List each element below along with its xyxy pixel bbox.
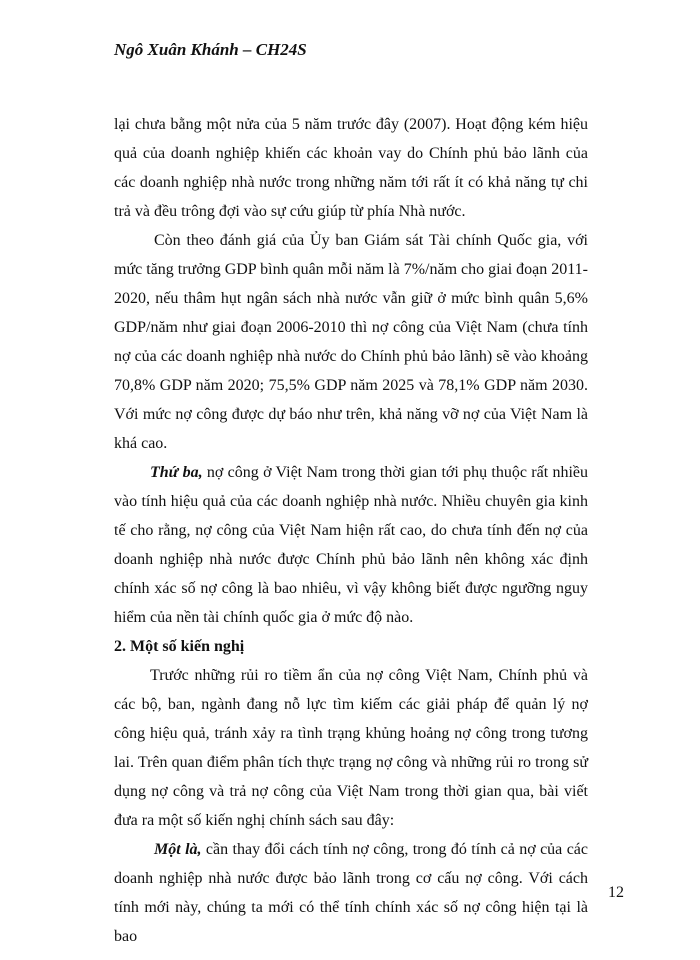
page-header: Ngô Xuân Khánh – CH24S	[114, 40, 307, 59]
paragraph-1: lại chưa bằng một nửa của 5 năm trước đây (2007). Hoạt động kém hiệu quả của doanh nghiệp khiến các khoản vay do Chính phủ bảo lãnh của các doanh nghiệp nhà nước trong những năm tới rất ít có khả năng tự chi trả và đều trông đợi vào sự cứu giúp từ phía Nhà nước.	[114, 116, 588, 220]
page-number: 12	[608, 884, 624, 901]
paragraph-4: Trước những rủi ro tiềm ẩn của nợ công Việt Nam, Chính phủ và các bộ, ban, ngành đang nỗ lực tìm kiếm các giải pháp để quản lý nợ công hiệu quả, tránh xảy ra tình trạng khủng hoảng nợ công trong tương lai. Trên quan điểm phân tích thực trạng nợ công và những rủi ro trong sử dụng nợ công và trả nợ công của Việt Nam trong thời gian qua, bài viết đưa ra một số kiến nghị chính sách sau đây:	[114, 667, 588, 829]
paragraph-5-text: cần thay đổi cách tính nợ công, trong đó tính cả nợ của các doanh nghiệp nhà nước được bảo lãnh trong cơ cấu nợ công. Với cách tính mới này, chúng ta mới có thể tính chính xác số nợ công hiện tại là bao	[114, 841, 588, 945]
paragraph-2: Còn theo đánh giá của Ủy ban Giám sát Tài chính Quốc gia, với mức tăng trưởng GDP bình quân mỗi năm là 7%/năm cho giai đoạn 2011- 2020, nếu thâm hụt ngân sách nhà nước vẫn giữ ở mức bình quân 5,6% GDP/năm như giai đoạn 2006-2010 thì nợ công của Việt Nam (chưa tính nợ của các doanh nghiệp nhà nước do Chính phủ bảo lãnh) sẽ vào khoảng 70,8% GDP năm 2020; 75,5% GDP năm 2025 và 78,1% GDP năm 2030. Với mức nợ công được dự báo như trên, khả năng vỡ nợ của Việt Nam là khá cao.	[114, 232, 588, 452]
paragraph-3-text: nợ công ở Việt Nam trong thời gian tới phụ thuộc rất nhiều vào tính hiệu quả của các doanh nghiệp nhà nước. Nhiều chuyên gia kinh tế cho rằng, nợ công của Việt Nam hiện rất cao, do chưa tính đến nợ của doanh nghiệp nhà nước được Chính phủ bảo lãnh nên không xác định chính xác số nợ công là bao nhiêu, vì vậy không biết được ngưỡng nguy hiểm của nền tài chính quốc gia ở mức độ nào.	[114, 464, 588, 626]
section-heading: 2. Một số kiến nghị	[114, 638, 245, 655]
paragraph-3	[114, 458, 588, 632]
body-text	[114, 110, 588, 951]
paragraph-5-lead: Một là,	[154, 841, 202, 858]
paragraph-5	[114, 835, 588, 951]
paragraph-3-lead: Thứ ba,	[150, 464, 203, 481]
